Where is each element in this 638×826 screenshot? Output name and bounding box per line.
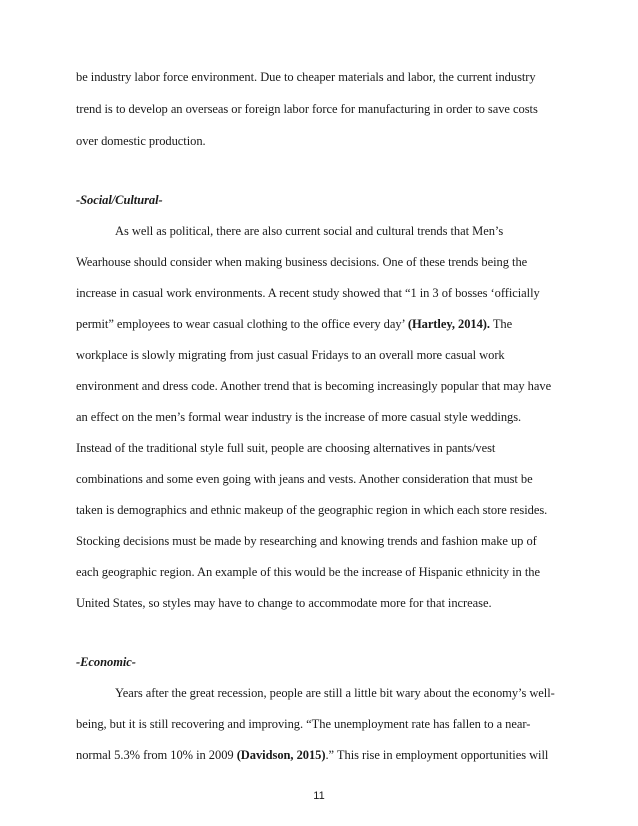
body-text-line: [76, 748, 548, 762]
body-text-line: [76, 317, 512, 331]
section-heading-social-cultural: -Social/Cultural-: [76, 193, 163, 207]
body-text-span: normal 5.3% from 10% in 2009: [76, 748, 237, 762]
body-text-line: taken is demographics and ethnic makeup of the geographic region in which each store resides.: [76, 503, 548, 517]
body-text-line: trend is to develop an overseas or foreign labor force for manufacturing in order to save costs: [76, 102, 538, 116]
body-text-line: combinations and some even going with jeans and vests. Another consideration that must be: [76, 472, 533, 486]
body-text-span: .” This rise in employment opportunities will: [325, 748, 549, 762]
body-text-line: Years after the great recession, people are still a little bit wary about the economy’s well-: [115, 686, 555, 700]
body-text-line: increase in casual work environments. A recent study showed that “1 in 3 of bosses ‘officially: [76, 286, 540, 300]
body-text-line: environment and dress code. Another trend that is becoming increasingly popular that may have: [76, 379, 552, 393]
citation-davidson: (Davidson, 2015): [236, 748, 326, 762]
page-number: 11: [313, 790, 325, 802]
body-text-span: permit” employees to wear casual clothing to the office every day’: [76, 317, 408, 331]
body-text-line: an effect on the men’s formal wear industry is the increase of more casual style weddings.: [76, 410, 522, 424]
body-text-line: workplace is slowly migrating from just casual Fridays to an overall more casual work: [76, 348, 505, 362]
body-text-line: be industry labor force environment. Due to cheaper materials and labor, the current industry: [76, 70, 536, 84]
body-text-line: being, but it is still recovering and improving. “The unemployment rate has fallen to a near-: [76, 717, 531, 731]
section-heading-economic: -Economic-: [76, 655, 136, 669]
body-text-line: United States, so styles may have to change to accommodate more for that increase.: [76, 596, 492, 610]
body-text-line: over domestic production.: [76, 134, 206, 148]
body-text-line: As well as political, there are also current social and cultural trends that Men’s: [115, 224, 504, 238]
body-text-line: Instead of the traditional style full suit, people are choosing alternatives in pants/vest: [76, 441, 496, 455]
body-text-line: Stocking decisions must be made by researching and knowing trends and fashion make up of: [76, 534, 537, 548]
body-text-line: Wearhouse should consider when making business decisions. One of these trends being the: [76, 255, 528, 269]
body-text-line: each geographic region. An example of this would be the increase of Hispanic ethnicity in the: [76, 565, 540, 579]
citation-hartley: (Hartley, 2014).: [407, 317, 490, 331]
body-text-span: The: [490, 317, 513, 331]
